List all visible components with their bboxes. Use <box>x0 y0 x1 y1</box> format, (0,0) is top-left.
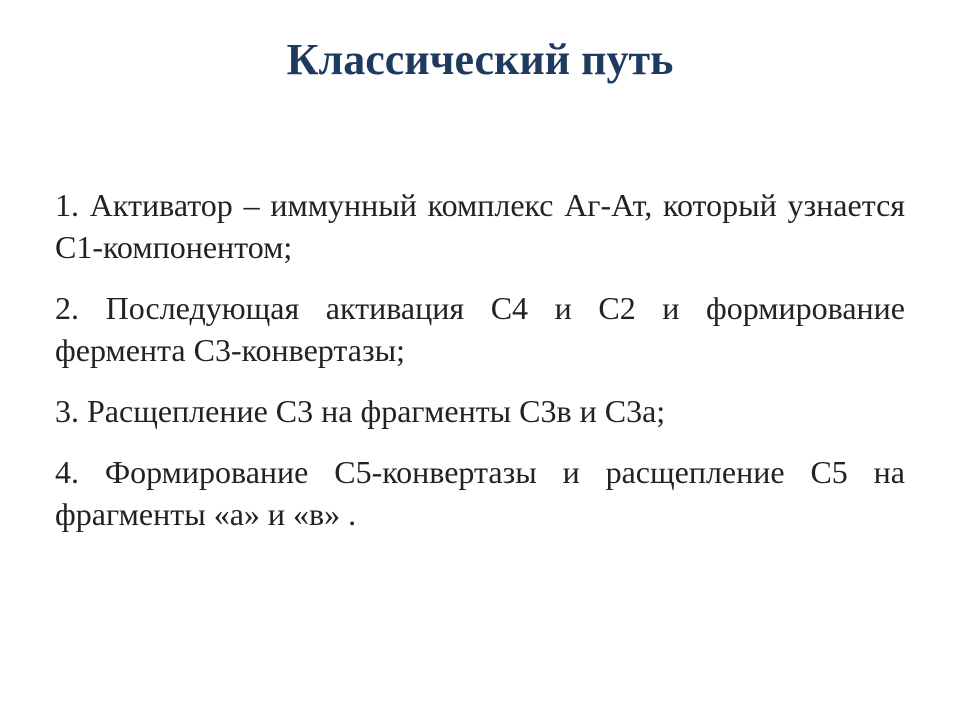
list-item: 1. Активатор – иммунный комплекс Аг-Ат, который узнается С1-компонентом; <box>55 187 905 265</box>
content-list <box>55 184 905 554</box>
list-item: 3. Расщепление С3 на фрагменты С3в и С3а; <box>55 393 666 429</box>
list-item: 2. Последующая активация С4 и С2 и формирование фермента С3-конвертазы; <box>55 290 905 368</box>
list-item: 4. Формирование С5-конвертазы и расщепление С5 на фрагменты «а» и «в» . <box>55 454 905 532</box>
slide-title: Классический путь <box>286 35 674 84</box>
